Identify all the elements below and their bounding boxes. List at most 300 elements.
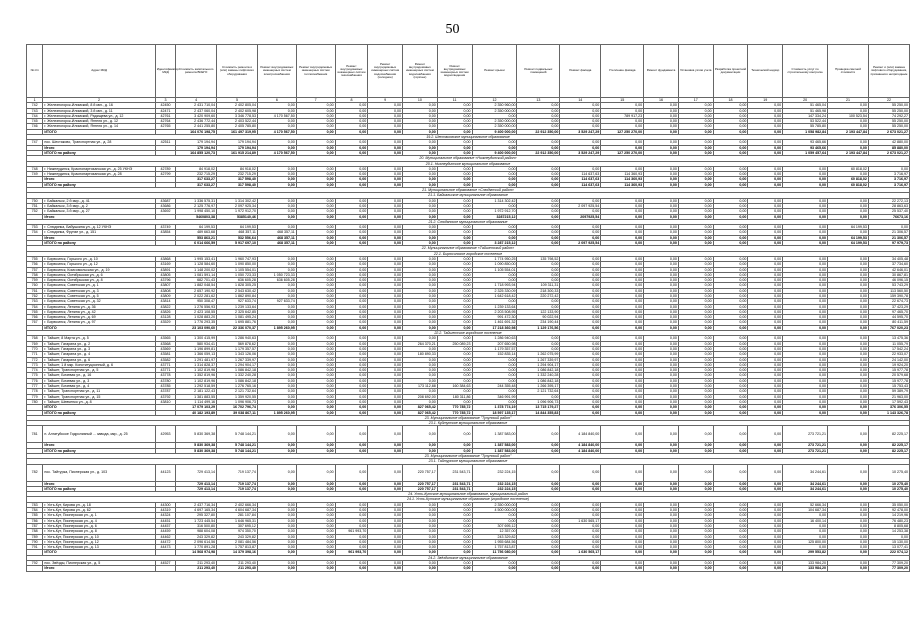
value-cell: 0,00 xyxy=(868,225,909,230)
value-cell: 2 402 666,34 xyxy=(217,502,258,507)
value-cell: 0,00 xyxy=(828,523,869,528)
row-number-cell: 742 xyxy=(27,103,43,108)
value-cell: 25 537,40 xyxy=(868,209,909,214)
value-cell: 0,00 xyxy=(783,523,828,528)
address-cell: г. Тайшет, Гагарина ул., д. 4 xyxy=(43,352,155,357)
value-cell: 2 193 447,84 xyxy=(828,150,869,155)
value-cell: 55 250,00 xyxy=(868,119,909,124)
value-cell: 44 595,70 xyxy=(868,315,909,320)
value-cell: 1 267 339,97 xyxy=(217,357,258,362)
value-cell: 0,00 xyxy=(748,235,783,240)
value-cell: 0,00 xyxy=(296,405,335,410)
value-cell: 0,00 xyxy=(257,140,296,145)
value-cell: 0,00 xyxy=(517,426,560,443)
value-cell: 0,00 xyxy=(368,545,403,550)
row-number-cell: 779 xyxy=(27,394,43,399)
value-cell: 0,00 xyxy=(713,502,748,507)
value-cell: 0,00 xyxy=(403,299,438,304)
value-cell: 133 984,20 xyxy=(783,561,828,566)
value-cell: 0,00 xyxy=(713,283,748,288)
value-cell: 0,00 xyxy=(601,426,644,443)
value-cell: 0,00 xyxy=(748,177,783,182)
value-cell: 43822 xyxy=(155,304,175,309)
value-cell: 0,00 xyxy=(296,288,335,293)
value-cell: 0,00 xyxy=(828,145,869,150)
value-cell: 0,00 xyxy=(748,481,783,486)
table-header xyxy=(27,45,910,103)
value-cell: 60 818,02 xyxy=(828,166,869,171)
value-cell: 0,00 xyxy=(601,464,644,481)
value-cell: 0,00 xyxy=(713,124,748,129)
value-cell: 1 314 302,42 xyxy=(217,198,258,203)
row-number-cell: 789 xyxy=(27,534,43,539)
row-number-cell: 775 xyxy=(27,373,43,378)
value-cell: 0,00 xyxy=(644,299,679,304)
value-cell: 53 743,29 xyxy=(868,283,909,288)
value-cell: 0,00 xyxy=(713,177,748,182)
value-cell: 0,00 xyxy=(560,299,601,304)
value-cell: 0,00 xyxy=(601,550,644,555)
value-cell: 0,00 xyxy=(748,378,783,383)
value-cell: 0,00 xyxy=(560,124,601,129)
table-body xyxy=(27,103,910,571)
value-cell: 0,00 xyxy=(437,108,472,113)
value-cell: 43787 xyxy=(155,389,175,394)
value-cell: 5 748 144,21 xyxy=(217,443,258,448)
value-cell: 0,00 xyxy=(713,262,748,267)
value-cell: 0,00 xyxy=(517,443,560,448)
value-cell: 0,00 xyxy=(437,352,472,357)
value-cell: 22 933,07 xyxy=(868,352,909,357)
value-cell: 211 293,40 xyxy=(176,566,217,571)
value-cell: 0,00 xyxy=(644,288,679,293)
value-cell: 2 423 108,55 xyxy=(176,309,217,314)
value-cell: 77 309,20 xyxy=(868,561,909,566)
value-cell: 0,00 xyxy=(368,464,403,481)
value-cell: 0,00 xyxy=(335,378,368,383)
value-cell: 0,00 xyxy=(517,235,560,240)
value-cell: 0,00 xyxy=(713,518,748,523)
value-cell: 0,00 xyxy=(748,426,783,443)
value-cell: 0,00 xyxy=(644,352,679,357)
value-cell: 0,00 xyxy=(437,299,472,304)
value-cell: 0,00 xyxy=(403,225,438,230)
row-number-cell xyxy=(27,566,43,571)
value-cell: 0,00 xyxy=(783,262,828,267)
value-cell: 0,00 xyxy=(828,325,869,330)
value-cell: 0,00 xyxy=(257,283,296,288)
value-cell: 1 086 842,18 xyxy=(217,368,258,373)
address-cell: г. Бирюсинск, Горького ул., д. 12 xyxy=(43,262,155,267)
value-cell: 0,00 xyxy=(472,145,517,150)
value-cell: 1 336 575,31 xyxy=(176,198,217,203)
value-cell: 152 835,14 xyxy=(472,352,517,357)
page-number: 50 xyxy=(445,22,460,37)
value-cell: 0,00 xyxy=(257,378,296,383)
value-cell: 0,00 xyxy=(257,389,296,394)
value-cell: 0,00 xyxy=(368,256,403,261)
value-cell: 0,00 xyxy=(868,166,909,171)
value-cell: 0,00 xyxy=(828,443,869,448)
value-cell: 2 402 805,04 xyxy=(217,103,258,108)
value-cell: 42765 xyxy=(155,124,175,129)
value-cell: 0,00 xyxy=(437,172,472,177)
value-cell: 0,00 xyxy=(678,299,713,304)
value-cell: 133 984,20 xyxy=(783,566,828,571)
value-cell: 0,00 xyxy=(472,561,517,566)
column-header: Ремонт фасада xyxy=(560,45,601,98)
value-cell: 1 102 819,96 xyxy=(176,378,217,383)
value-cell: 0,00 xyxy=(644,119,679,124)
value-cell: 74 292,27 xyxy=(868,113,909,118)
value-cell: 0,00 xyxy=(472,113,517,118)
value-cell: 0,00 xyxy=(517,278,560,283)
value-cell: 0,00 xyxy=(437,389,472,394)
row-number-cell: 753 xyxy=(27,225,43,230)
column-header: Технический надзор xyxy=(748,45,783,98)
column-header: Стоимость ремонта и (или) замены лифтового оборудования xyxy=(217,45,258,98)
value-cell: 207 650,98 xyxy=(472,341,517,346)
value-cell: 0,00 xyxy=(403,545,438,550)
value-cell: 0,00 xyxy=(713,241,748,246)
value-cell: 0,00 xyxy=(783,278,828,283)
value-cell: 317 633,27 xyxy=(176,177,217,182)
value-cell: 0,00 xyxy=(601,341,644,346)
value-cell: 0,00 xyxy=(678,529,713,534)
value-cell: 0,00 xyxy=(368,145,403,150)
value-cell: 0,00 xyxy=(335,272,368,277)
value-cell: 0,00 xyxy=(335,113,368,118)
value-cell: 0,00 xyxy=(437,150,472,155)
value-cell: 0,00 xyxy=(560,373,601,378)
value-cell: 4 500 000,00 xyxy=(472,508,517,513)
value-cell: 0,00 xyxy=(296,113,335,118)
value-cell: 0,00 xyxy=(560,384,601,389)
value-cell: 0,00 xyxy=(748,103,783,108)
value-cell: 1 695 881,76 xyxy=(217,320,258,325)
value-cell: 0,00 xyxy=(335,534,368,539)
value-cell: 317 633,27 xyxy=(176,182,217,187)
value-cell: 16 702 796,74 xyxy=(217,405,258,410)
value-cell: 42953 xyxy=(155,426,175,443)
value-cell: 0,00 xyxy=(472,513,517,518)
value-cell: 0,00 xyxy=(296,508,335,513)
value-cell: 0,00 xyxy=(517,140,560,145)
value-cell: 0,00 xyxy=(748,315,783,320)
value-cell: 0,00 xyxy=(748,225,783,230)
row-number-cell: 765 xyxy=(27,309,43,314)
value-cell: 0,00 xyxy=(296,299,335,304)
value-cell: 468 357,11 xyxy=(217,230,258,235)
value-cell: 0,00 xyxy=(257,561,296,566)
value-cell: 0,00 xyxy=(601,523,644,528)
value-cell: 0,00 xyxy=(437,283,472,288)
value-cell: 0,00 xyxy=(403,209,438,214)
value-cell: 0,00 xyxy=(517,177,560,182)
value-cell: 0,00 xyxy=(748,534,783,539)
value-cell: 0,00 xyxy=(517,272,560,277)
value-cell: 0,00 xyxy=(828,448,869,453)
value-cell: 13 715 179,27 xyxy=(517,405,560,410)
value-cell: 1 050 723,33 xyxy=(257,272,296,277)
value-cell: 4 184 840,00 xyxy=(560,443,601,448)
address-cell: Итого xyxy=(43,481,155,486)
value-cell: 0,00 xyxy=(644,523,679,528)
value-cell: 0,00 xyxy=(560,230,601,235)
value-cell: 0,00 xyxy=(783,293,828,298)
value-cell: 0,00 xyxy=(828,378,869,383)
value-cell: 0,00 xyxy=(296,320,335,325)
value-cell: 0,00 xyxy=(713,325,748,330)
value-cell: 37 734,60 xyxy=(868,262,909,267)
address-cell: г. Байкальск, 3 й мкр., д. 2 xyxy=(43,203,155,208)
section-title: 23.1. Тайтурское муниципальное образование xyxy=(27,459,910,464)
column-number: 9 xyxy=(368,98,403,103)
column-header: Утепление фасада xyxy=(601,45,644,98)
value-cell: 1 128 584,60 xyxy=(176,262,217,267)
value-cell: 52 666,34 xyxy=(783,502,828,507)
value-cell: 0,00 xyxy=(678,389,713,394)
address-cell: г. Тайшет, Гагарина ул., д. 6 xyxy=(43,357,155,362)
value-cell: 0,00 xyxy=(296,384,335,389)
value-cell: 0,00 xyxy=(601,518,644,523)
value-cell: 0,00 xyxy=(368,394,403,399)
address-cell: г. Тайшет, Гагарина ул., д. 3 xyxy=(43,346,155,351)
value-cell: 42 880,00 xyxy=(868,140,909,145)
value-cell: 273 721,21 xyxy=(783,426,828,443)
value-cell: 0,00 xyxy=(713,304,748,309)
value-cell: 0,00 xyxy=(257,513,296,518)
value-cell: 1 294 904,17 xyxy=(517,362,560,367)
value-cell: 0,00 xyxy=(748,267,783,272)
value-cell: 0,00 xyxy=(437,235,472,240)
value-cell: 0,00 xyxy=(296,225,335,230)
value-cell: 0,00 xyxy=(678,177,713,182)
value-cell: 0,00 xyxy=(828,486,869,491)
value-cell: 0,00 xyxy=(403,145,438,150)
value-cell: 0,00 xyxy=(560,502,601,507)
value-cell: 0,00 xyxy=(644,235,679,240)
value-cell: 14 568 974,98 xyxy=(176,550,217,555)
value-cell: 0,00 xyxy=(748,304,783,309)
value-cell: 0,00 xyxy=(560,119,601,124)
value-cell: 0,00 xyxy=(748,293,783,298)
section-title: 21. Муниципальное образование «Слюдянский район» xyxy=(27,188,910,193)
value-cell: 0,00 xyxy=(257,405,296,410)
value-cell: 34 405,48 xyxy=(868,256,909,261)
value-cell: 0,00 xyxy=(403,129,438,134)
value-cell: 0,00 xyxy=(678,405,713,410)
value-cell: 97 979,73 xyxy=(868,241,909,246)
value-cell: 0,00 xyxy=(783,341,828,346)
value-cell: 3 716,97 xyxy=(868,177,909,182)
value-cell: 2 121 732,64 xyxy=(217,389,258,394)
value-cell: 4 697 165,34 xyxy=(176,508,217,513)
column-number: 22 xyxy=(868,98,909,103)
value-cell: 243 329,82 xyxy=(472,534,517,539)
row-number-cell: 788 xyxy=(27,529,43,534)
value-cell: 0,00 xyxy=(257,293,296,298)
value-cell: 0,00 xyxy=(713,140,748,145)
value-cell: 0,00 xyxy=(560,108,601,113)
value-cell: 19 924,20 xyxy=(868,362,909,367)
value-cell: 0,00 xyxy=(335,103,368,108)
value-cell: 1 081 591,14 xyxy=(176,272,217,277)
total-row xyxy=(27,566,910,571)
value-cell: 0,00 xyxy=(560,309,601,314)
value-cell: 0,00 xyxy=(403,124,438,129)
value-cell: 2 437 716,34 xyxy=(176,502,217,507)
value-cell: 0,00 xyxy=(678,214,713,219)
value-cell: 0,00 xyxy=(601,241,644,246)
value-cell: 0,00 xyxy=(437,320,472,325)
value-cell: 0,00 xyxy=(713,394,748,399)
value-cell: 0,00 xyxy=(644,566,679,571)
value-cell: 0,00 xyxy=(644,172,679,177)
address-cell: г. Усть-Кут, Кирова ул., д. 18 xyxy=(43,502,155,507)
value-cell: 0,00 xyxy=(678,550,713,555)
value-cell: 0,00 xyxy=(296,272,335,277)
value-cell: 0,00 xyxy=(335,203,368,208)
value-cell: 59 389,79 xyxy=(868,389,909,394)
value-cell: 44451 xyxy=(155,518,175,523)
value-cell: 2 203 508,95 xyxy=(472,309,517,314)
value-cell: 0,00 xyxy=(601,230,644,235)
value-cell: 0,00 xyxy=(678,278,713,283)
value-cell: 0,00 xyxy=(257,336,296,341)
value-cell: 0,00 xyxy=(783,304,828,309)
value-cell: 0,00 xyxy=(828,545,869,550)
value-cell: 0,00 xyxy=(678,534,713,539)
value-cell: 0,00 xyxy=(296,283,335,288)
value-cell: 0,00 xyxy=(601,389,644,394)
value-cell: 0,00 xyxy=(713,529,748,534)
value-cell: 317 598,40 xyxy=(217,182,258,187)
value-cell: 0,00 xyxy=(644,534,679,539)
value-cell: 0,00 xyxy=(644,357,679,362)
value-cell: 0,00 xyxy=(296,378,335,383)
value-cell: 43692 xyxy=(155,209,175,214)
value-cell: 0,00 xyxy=(368,336,403,341)
value-cell: 0,00 xyxy=(403,346,438,351)
value-cell: 44319 xyxy=(155,508,175,513)
value-cell: 0,00 xyxy=(828,140,869,145)
value-cell: 0,00 xyxy=(403,166,438,171)
value-cell: 1 642 618,42 xyxy=(472,293,517,298)
value-cell: 0,00 xyxy=(678,373,713,378)
address-cell: г. Железногорск-Илимский, 8 й квл., д. 16 xyxy=(43,103,155,108)
value-cell: 0,00 xyxy=(517,502,560,507)
value-cell: 0,00 xyxy=(713,299,748,304)
value-cell: 42789 xyxy=(155,166,175,171)
value-cell: 0,00 xyxy=(828,267,869,272)
value-cell: 114 360,93 xyxy=(601,182,644,187)
value-cell: 0,00 xyxy=(678,320,713,325)
value-cell: 180 311,86 xyxy=(437,394,472,399)
value-cell: 0,00 xyxy=(403,140,438,145)
value-cell: 0,00 xyxy=(403,293,438,298)
value-cell: 0,00 xyxy=(783,368,828,373)
value-cell: 0,00 xyxy=(368,262,403,267)
value-cell: 0,00 xyxy=(713,513,748,518)
address-cell: г. Тайшет, Бичевая ул., д. 16 xyxy=(43,373,155,378)
address-cell: г. Бирюсинск, Ленина ул., д. 42 xyxy=(43,309,155,314)
value-cell: 0,00 xyxy=(257,550,296,555)
value-cell: 5 917 697,10 xyxy=(217,241,258,246)
value-cell: 0,00 xyxy=(437,113,472,118)
value-cell: 0,00 xyxy=(437,518,472,523)
value-cell: 0,00 xyxy=(678,140,713,145)
value-cell: 0,00 xyxy=(296,336,335,341)
value-cell: 1 895 260,95 xyxy=(257,410,296,415)
value-cell: 28 863,63 xyxy=(868,203,909,208)
value-cell: 0,00 xyxy=(257,225,296,230)
value-cell: 0,00 xyxy=(517,172,560,177)
value-cell: 0,00 xyxy=(828,262,869,267)
value-cell: 43868 xyxy=(155,256,175,261)
value-cell: 0,00 xyxy=(335,502,368,507)
value-cell: 0,00 xyxy=(368,410,403,415)
row-number-cell: 749 xyxy=(27,172,43,177)
value-cell: 0,00 xyxy=(828,320,869,325)
capital-repair-table xyxy=(26,44,910,572)
value-cell: 770 785,72 xyxy=(437,410,472,415)
value-cell: 0,00 xyxy=(713,145,748,150)
value-cell: 0,00 xyxy=(678,166,713,171)
column-number: 7 xyxy=(296,98,335,103)
value-cell: 1 972 912,70 xyxy=(472,209,517,214)
value-cell: 0,00 xyxy=(713,362,748,367)
value-cell: 0,00 xyxy=(437,529,472,534)
value-cell: 0,00 xyxy=(368,166,403,171)
value-cell: 0,00 xyxy=(748,150,783,155)
value-cell: 16 400,14 xyxy=(783,518,828,523)
value-cell: 0,00 xyxy=(601,235,644,240)
value-cell: 125 800,00 xyxy=(783,539,828,544)
value-cell: 0,00 xyxy=(828,304,869,309)
value-cell: 0,00 xyxy=(257,464,296,481)
value-cell: 0,00 xyxy=(257,341,296,346)
address-cell: Итого xyxy=(43,566,155,571)
value-cell: 0,00 xyxy=(403,262,438,267)
value-cell: 0,00 xyxy=(403,177,438,182)
value-cell: 0,00 xyxy=(257,539,296,544)
value-cell: 104 687,34 xyxy=(783,508,828,513)
value-cell: 0,00 xyxy=(257,262,296,267)
value-cell: 0,00 xyxy=(713,119,748,124)
address-cell: г. Нижнеудинск, Краснопартизанская ул., д. 28 xyxy=(43,172,155,177)
value-cell: 2 325 642,85 xyxy=(217,309,258,314)
value-cell: 0,00 xyxy=(828,373,869,378)
value-cell: 0,00 xyxy=(644,545,679,550)
value-cell: 0,00 xyxy=(517,539,560,544)
value-cell: 0,00 xyxy=(783,198,828,203)
value-cell: 60 818,02 xyxy=(828,182,869,187)
value-cell: 0,00 xyxy=(678,561,713,566)
value-cell: 0,00 xyxy=(335,124,368,129)
value-cell: 0,00 xyxy=(368,368,403,373)
value-cell: 179 194,94 xyxy=(176,140,217,145)
value-cell: 0,00 xyxy=(828,513,869,518)
value-cell: 0,00 xyxy=(601,209,644,214)
value-cell: 0,00 xyxy=(517,518,560,523)
value-cell: 0,00 xyxy=(748,230,783,235)
value-cell: 0,00 xyxy=(296,362,335,367)
value-cell: 0,00 xyxy=(403,518,438,523)
value-cell: 0,00 xyxy=(828,566,869,571)
row-number-cell: 758 xyxy=(27,272,43,277)
value-cell: 18 597 135,17 xyxy=(472,410,517,415)
